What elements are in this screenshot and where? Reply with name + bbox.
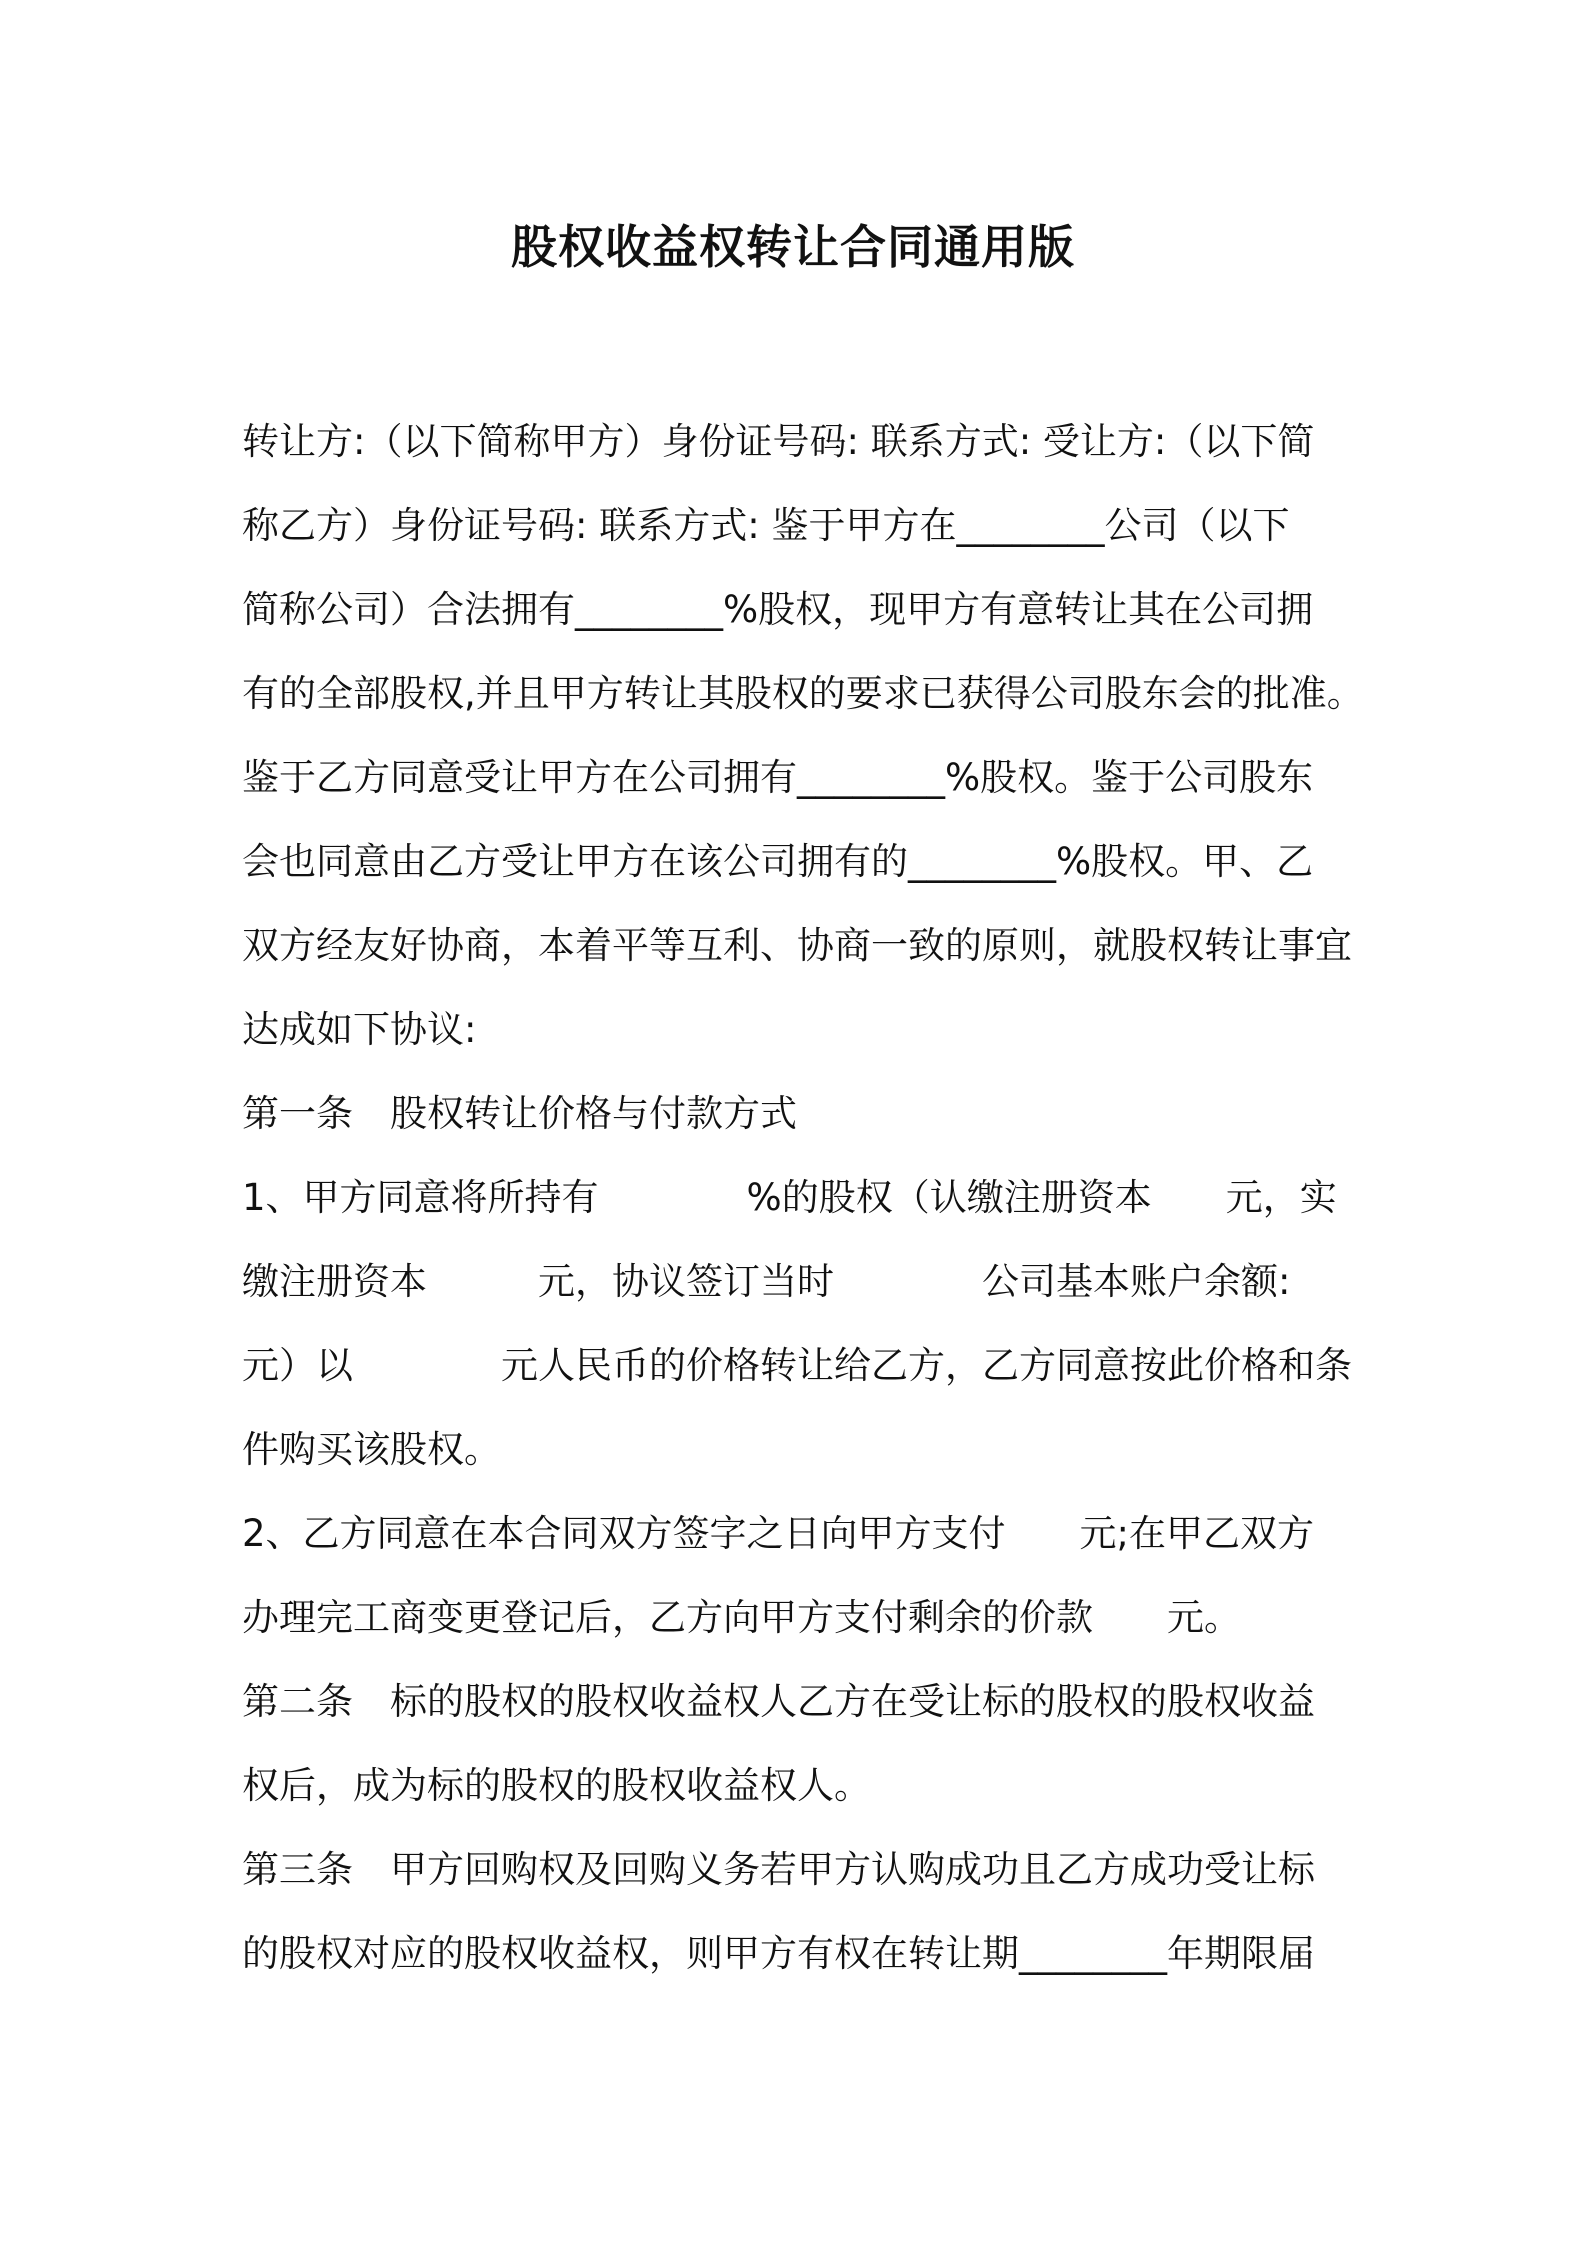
body-line: 2、乙方同意在本合同双方签字之日向甲方支付 元;在甲乙双方 [242,1512,1315,1555]
body-line: 元）以 元人民币的价格转让给乙方，乙方同意按此价格和条 [242,1344,1352,1387]
article-heading: 第三条 甲方回购权及回购义务若甲方认购成功且乙方成功受让标 [242,1848,1315,1891]
body-line: 会也同意由乙方受让甲方在该公司拥有的________%股权。甲、乙 [242,840,1314,883]
body-line: 简称公司）合法拥有________%股权，现甲方有意转让其在公司拥 [242,588,1314,631]
body-line: 有的全部股权,并且甲方转让其股权的要求已获得公司股东会的批准。 [242,672,1364,715]
body-line: 1、甲方同意将所持有 %的股权（认缴注册资本 元，实 [242,1176,1337,1219]
article-heading: 第一条 股权转让价格与付款方式 [242,1092,797,1135]
body-line: 达成如下协议: [242,1008,477,1051]
article-heading: 第二条 标的股权的股权收益权人乙方在受让标的股权的股权收益 [242,1680,1315,1723]
body-line: 权后，成为标的股权的股权收益权人。 [242,1764,871,1807]
body-line: 缴注册资本 元，协议签订当时 公司基本账户余额: [242,1260,1291,1303]
document-title: 股权收益权转让合同通用版 [511,220,1075,274]
body-line: 鉴于乙方同意受让甲方在公司拥有________%股权。鉴于公司股东 [242,756,1314,799]
body-line: 称乙方）身份证号码: 联系方式: 鉴于甲方在________公司（以下 [242,504,1290,547]
document-body [242,400,1364,1996]
body-line: 的股权对应的股权收益权，则甲方有权在转让期________年期限届 [242,1932,1315,1975]
body-line: 件购买该股权。 [242,1428,501,1471]
body-line: 双方经友好协商，本着平等互利、协商一致的原则，就股权转让事宜 [242,924,1352,967]
body-line: 转让方:（以下简称甲方）身份证号码: 联系方式: 受让方:（以下简 [242,420,1315,463]
body-line: 办理完工商变更登记后，乙方向甲方支付剩余的价款 元。 [242,1596,1241,1639]
